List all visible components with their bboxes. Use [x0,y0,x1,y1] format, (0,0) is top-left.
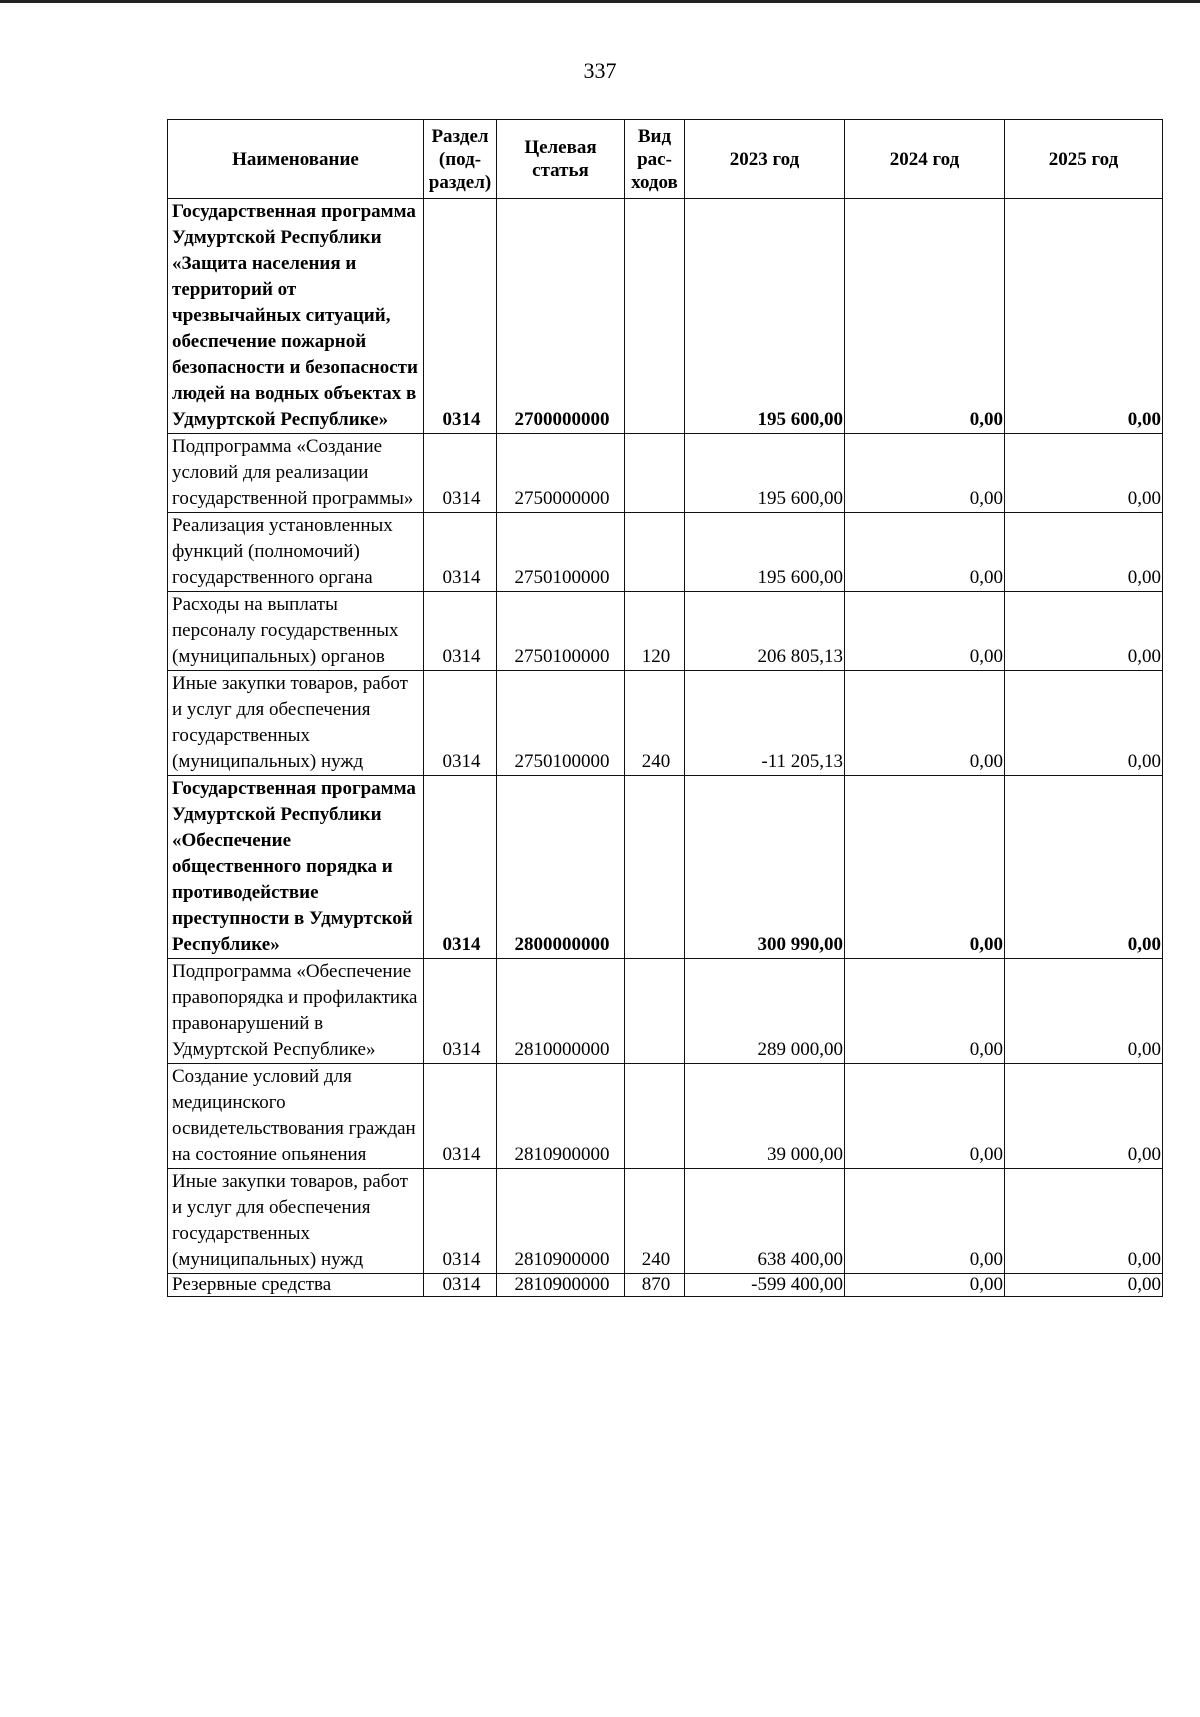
row-kind [625,959,685,1064]
row-name: Подпрограмма «Создание условий для реализации государственной программы» [168,434,424,513]
header-section: Раздел (под-раздел) [424,120,497,199]
row-section: 0314 [424,434,497,513]
row-target: 2800000000 [497,776,625,959]
row-target: 2810900000 [497,1169,625,1274]
table-row [168,1064,1163,1169]
row-section: 0314 [424,959,497,1064]
row-target: 2750000000 [497,434,625,513]
row-2023: 300 990,00 [685,776,845,959]
row-2024: 0,00 [845,671,1005,776]
page-number: 337 [583,58,617,83]
row-kind: 870 [625,1274,685,1297]
row-2024: 0,00 [845,1064,1005,1169]
table-row [168,199,1163,434]
row-kind [625,513,685,592]
row-section: 0314 [424,1274,497,1297]
row-2025: 0,00 [1005,434,1163,513]
row-kind: 120 [625,592,685,671]
row-name: Расходы на выплаты персоналу государственных (муниципальных) органов [168,592,424,671]
row-target: 2750100000 [497,592,625,671]
header-2025: 2025 год [1005,120,1163,199]
row-2023: 195 600,00 [685,513,845,592]
row-2023: 195 600,00 [685,199,845,434]
row-2023: 289 000,00 [685,959,845,1064]
row-section: 0314 [424,1169,497,1274]
header-kind: Вид рас-ходов [625,120,685,199]
row-target: 2810900000 [497,1274,625,1297]
top-border-line [0,0,1200,3]
table-row [168,434,1163,513]
row-target: 2700000000 [497,199,625,434]
row-name: Создание условий для медицинского освидетельствования граждан на состояние опьянения [168,1064,424,1169]
header-2024: 2024 год [845,120,1005,199]
row-2023: 39 000,00 [685,1064,845,1169]
row-2025: 0,00 [1005,513,1163,592]
row-2024: 0,00 [845,592,1005,671]
row-name: Иные закупки товаров, работ и услуг для обеспечения государственных (муниципальных) нужд [168,671,424,776]
row-2024: 0,00 [845,199,1005,434]
header-target: Целевая статья [497,120,625,199]
table-row [168,592,1163,671]
row-2024: 0,00 [845,1169,1005,1274]
row-kind [625,776,685,959]
row-2024: 0,00 [845,434,1005,513]
row-2023: 206 805,13 [685,592,845,671]
row-2025: 0,00 [1005,1064,1163,1169]
row-2025: 0,00 [1005,199,1163,434]
row-kind: 240 [625,671,685,776]
row-name: Государственная программа Удмуртской Республики «Защита населения и территорий от чрезвычайных ситуаций, обеспечение пожарной безопасности и безопасности людей на водных объектах в Удмуртской Республике» [168,199,424,434]
row-2023: 195 600,00 [685,434,845,513]
row-2025: 0,00 [1005,1274,1163,1297]
row-name: Подпрограмма «Обеспечение правопорядка и профилактика правонарушений в Удмуртской Республике» [168,959,424,1064]
row-section: 0314 [424,1064,497,1169]
row-2025: 0,00 [1005,671,1163,776]
table-row [168,513,1163,592]
row-target: 2810000000 [497,959,625,1064]
row-kind: 240 [625,1169,685,1274]
header-name: Наименование [168,120,424,199]
row-kind [625,1064,685,1169]
row-section: 0314 [424,592,497,671]
row-name: Иные закупки товаров, работ и услуг для обеспечения государственных (муниципальных) нужд [168,1169,424,1274]
row-kind [625,199,685,434]
row-2025: 0,00 [1005,592,1163,671]
table-row [168,776,1163,959]
header-2023: 2023 год [685,120,845,199]
table-row [168,1169,1163,1274]
row-2024: 0,00 [845,1274,1005,1297]
row-section: 0314 [424,513,497,592]
budget-table [167,119,1163,1297]
row-2023: -599 400,00 [685,1274,845,1297]
row-section: 0314 [424,671,497,776]
table-header [168,120,1163,199]
table-row [168,671,1163,776]
row-2025: 0,00 [1005,776,1163,959]
header-row [168,120,1163,199]
row-kind [625,434,685,513]
row-target: 2810900000 [497,1064,625,1169]
row-section: 0314 [424,199,497,434]
row-2023: 638 400,00 [685,1169,845,1274]
row-section: 0314 [424,776,497,959]
row-target: 2750100000 [497,513,625,592]
table-row [168,959,1163,1064]
row-name: Резервные средства [168,1274,424,1297]
row-2025: 0,00 [1005,959,1163,1064]
row-2024: 0,00 [845,513,1005,592]
row-name: Реализация установленных функций (полномочий) государственного органа [168,513,424,592]
row-2024: 0,00 [845,959,1005,1064]
row-target: 2750100000 [497,671,625,776]
row-2024: 0,00 [845,776,1005,959]
table-row [168,1274,1163,1297]
table-body [168,199,1163,1297]
row-2025: 0,00 [1005,1169,1163,1274]
row-name: Государственная программа Удмуртской Республики «Обеспечение общественного порядка и противодействие преступности в Удмуртской Республике» [168,776,424,959]
row-2023: -11 205,13 [685,671,845,776]
